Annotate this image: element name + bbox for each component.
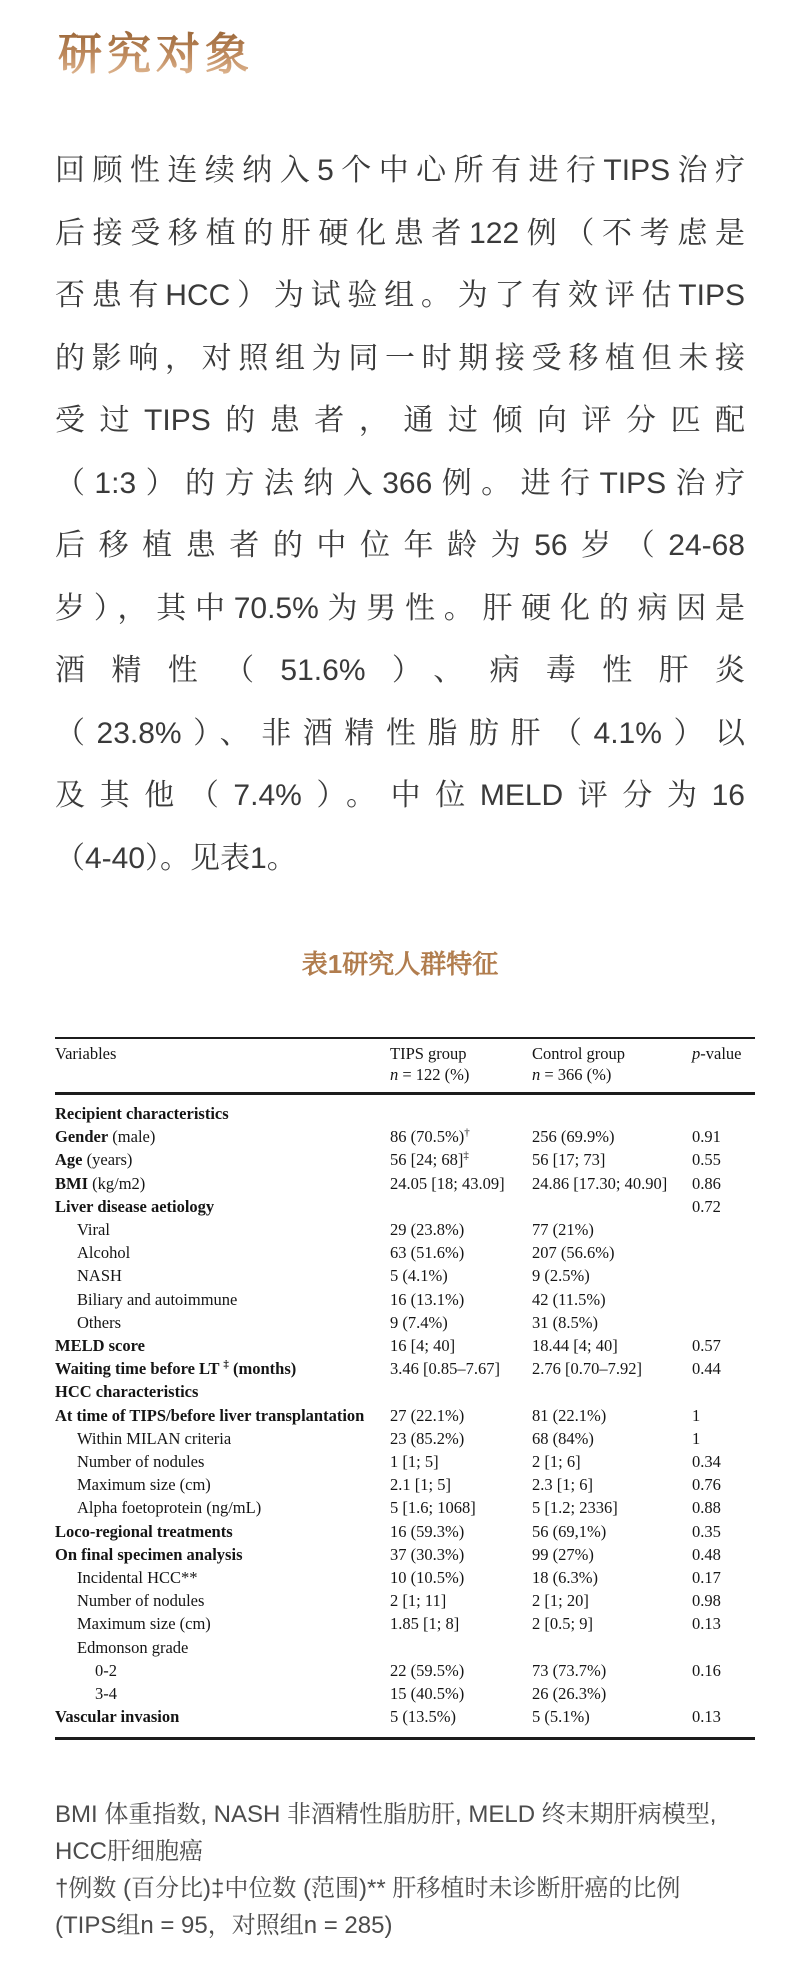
row-label: Maximum size (cm) [77,1475,211,1495]
paragraph-line: （23.8%）、非酒精性脂肪肝（4.1%）以 [55,716,745,750]
control-value [532,1636,692,1659]
table-row [55,1357,755,1380]
row-label: On final specimen analysis [55,1544,243,1564]
table-row [55,1334,755,1357]
table-body [55,1094,755,1739]
p-value: 0.16 [692,1660,721,1680]
p-value: 0.91 [692,1127,721,1147]
column-control-group: Control group n = 366 (%) [532,1038,692,1094]
table-row [55,1311,755,1334]
tips-value: 63 (51.6%) [390,1243,465,1263]
paragraph-line: 的影响，对照组为同一时期接受移植但未接 [55,341,745,375]
tips-value: 5 [1.6; 1068] [390,1498,476,1518]
table-header-row [55,1038,755,1094]
row-label: NASH [77,1266,122,1286]
table-row [55,1612,755,1635]
row-label: Liver disease aetiology [55,1196,215,1216]
p-value [692,1636,755,1659]
paragraph-line: 岁），其中70.5%为男性。肝硬化的病因是 [55,591,745,625]
paragraph-line: 受过TIPS的患者，通过倾向评分匹配 [55,404,745,437]
row-label: BMI (kg/m2) [55,1173,146,1193]
table-row [55,1636,755,1659]
paragraph-line: 后移植患者的中位年龄为56岁（24-68 [55,529,745,562]
table-row [55,1404,755,1427]
tips-value [390,1094,532,1126]
control-value: 2 [0.5; 9] [532,1614,593,1634]
row-label: Biliary and autoimmune [77,1289,238,1309]
tips-value: 5 (13.5%) [390,1707,456,1727]
p-value: 0.17 [692,1568,721,1588]
p-value: 0.88 [692,1498,721,1518]
p-value: 0.55 [692,1150,721,1170]
control-value [532,1094,692,1126]
paragraph-line: （4-40）。见表1。 [55,841,297,875]
p-value: 0.35 [692,1521,721,1541]
row-label: Within MILAN criteria [77,1428,232,1448]
column-tips-group: TIPS group n = 122 (%) [390,1038,532,1094]
control-value: 2 [1; 20] [532,1591,589,1611]
table-row [55,1543,755,1566]
tips-value: 16 (59.3%) [390,1521,465,1541]
tips-value [390,1636,532,1659]
control-value: 24.86 [17.30; 40.90] [532,1173,668,1193]
control-value: 5 (5.1%) [532,1707,590,1727]
p-value: 0.98 [692,1591,721,1611]
control-value: 31 (8.5%) [532,1312,598,1332]
control-value [532,1195,692,1218]
footnotes [55,1796,745,1944]
p-value: 0.13 [692,1707,721,1727]
table-row [55,1589,755,1612]
tips-value: 24.05 [18; 43.09] [390,1173,505,1193]
p-value: 1 [692,1405,701,1425]
table-row [55,1094,755,1126]
table-row [55,1241,755,1264]
paragraph-line: 否患有HCC）为试验组。为了有效评估TIPS [55,279,745,312]
tips-value [390,1380,532,1403]
row-label: At time of TIPS/before liver transplantation [55,1405,365,1425]
control-value: 56 [17; 73] [532,1150,606,1170]
row-label: Waiting time before LT ‡ (months) [55,1358,297,1379]
table-row [55,1450,755,1473]
row-label: Age (years) [55,1150,133,1170]
table-row [55,1380,755,1403]
table-row [55,1682,755,1705]
paragraph-line: 后接受移植的肝硬化患者122例（不考虑是 [55,216,745,250]
table-row [55,1125,755,1148]
row-label: Number of nodules [77,1591,205,1611]
row-label: Incidental HCC** [77,1568,198,1588]
p-value [692,1288,755,1311]
table-row [55,1427,755,1450]
p-value [692,1218,755,1241]
row-label: Loco-regional treatments [55,1521,233,1541]
table-row [55,1659,755,1682]
p-value: 0.57 [692,1336,721,1356]
row-label: Recipient characteristics [55,1104,229,1123]
tips-value: 15 (40.5%) [390,1684,465,1704]
tips-value: 29 (23.8%) [390,1220,465,1240]
p-value [692,1094,755,1126]
row-label: Maximum size (cm) [77,1614,211,1634]
tips-value: 27 (22.1%) [390,1405,465,1425]
control-value: 73 (73.7%) [532,1660,607,1680]
tips-value: 9 (7.4%) [390,1312,448,1332]
tips-value: 5 (4.1%) [390,1266,448,1286]
tips-value: 37 (30.3%) [390,1544,465,1564]
p-value [692,1264,755,1287]
control-value: 256 (69.9%) [532,1127,615,1147]
control-value: 42 (11.5%) [532,1289,606,1309]
column-variables: Variables [55,1038,390,1094]
table-row [55,1218,755,1241]
row-label: Alpha foetoprotein (ng/mL) [77,1498,262,1518]
row-label: Edmonson grade [77,1637,189,1657]
footnote-line: †例数 (百分比)‡中位数 (范围)** 肝移植时未诊断肝癌的比例 [55,1875,681,1903]
row-label: HCC characteristics [55,1382,199,1402]
p-value [692,1311,755,1334]
p-value: 0.13 [692,1614,721,1634]
p-value: 0.48 [692,1544,721,1564]
control-value: 68 (84%) [532,1428,594,1448]
column-p-value: p-value [692,1038,755,1094]
p-value: 0.44 [692,1359,721,1379]
tips-value: 2 [1; 11] [390,1591,447,1611]
control-value: 81 (22.1%) [532,1405,607,1425]
table-row [55,1148,755,1171]
footnote-line: HCC肝细胞癌 [55,1838,203,1866]
paragraph-line: 酒精性（51.6%）、病毒性肝炎 [55,654,745,687]
table-title: 表1研究人群特征 [301,949,499,979]
footnote-line: BMI 体重指数, NASH 非酒精性脂肪肝, MELD 终末期肝病模型, [55,1801,717,1829]
table-row [55,1566,755,1589]
control-value: 9 (2.5%) [532,1266,590,1286]
row-label: Vascular invasion [55,1707,180,1727]
p-value [692,1241,755,1264]
tips-value: 22 (59.5%) [390,1660,465,1680]
control-value: 77 (21%) [532,1220,594,1240]
row-label: Number of nodules [77,1452,205,1472]
tips-value: 1.85 [1; 8] [390,1614,460,1634]
p-value: 1 [692,1428,701,1448]
table-row [55,1520,755,1543]
control-value: 18.44 [4; 40] [532,1336,618,1356]
table-row [55,1288,755,1311]
control-value: 99 (27%) [532,1544,594,1564]
paragraph-line: 回顾性连续纳入5个中心所有进行TIPS治疗 [55,154,745,187]
row-label: MELD score [55,1336,145,1356]
control-value: 26 (26.3%) [532,1684,607,1704]
p-value: 0.76 [692,1475,721,1495]
control-value: 207 (56.6%) [532,1243,615,1263]
tips-value: 56 [24; 68]‡ [390,1149,469,1170]
tips-value [390,1195,532,1218]
control-value: 2.3 [1; 6] [532,1475,593,1495]
tips-value: 23 (85.2%) [390,1428,465,1448]
tips-value: 2.1 [1; 5] [390,1475,451,1495]
p-value: 0.72 [692,1196,721,1216]
row-label: 0-2 [95,1660,117,1680]
p-value [692,1380,755,1403]
control-value: 5 [1.2; 2336] [532,1498,618,1518]
paragraph-line: 及其他（7.4%）。中位MELD评分为16 [55,779,745,812]
table-row [55,1496,755,1519]
row-label: Viral [77,1220,110,1240]
p-value: 0.34 [692,1452,721,1472]
control-value: 2 [1; 6] [532,1452,581,1472]
row-label: Alcohol [77,1243,131,1263]
control-value: 18 (6.3%) [532,1568,598,1588]
table-row [55,1264,755,1287]
control-value: 2.76 [0.70–7.92] [532,1359,642,1379]
p-value [692,1682,755,1705]
table-header [55,1038,755,1094]
paragraph-line: （1:3）的方法纳入366例。进行TIPS治疗 [55,466,745,500]
tips-value: 3.46 [0.85–7.67] [390,1359,500,1379]
footnote-line: (TIPS组n = 95，对照组n = 285) [55,1912,393,1940]
control-value [532,1380,692,1403]
table-row [55,1172,755,1195]
tips-value: 10 (10.5%) [390,1568,465,1588]
row-label: Gender (male) [55,1127,156,1147]
tips-value: 16 (13.1%) [390,1289,465,1309]
characteristics-table [55,1037,755,1740]
control-value: 56 (69,1%) [532,1521,607,1541]
tips-value: 1 [1; 5] [390,1452,439,1472]
table-row [55,1473,755,1496]
section-title: 研究对象 [58,29,254,80]
tips-value: 16 [4; 40] [390,1336,456,1356]
tips-value: 86 (70.5%)† [390,1126,470,1147]
table-row [55,1195,755,1218]
p-value: 0.86 [692,1173,721,1193]
body-paragraph [55,140,745,890]
table-row [55,1705,755,1739]
row-label: Others [77,1312,121,1332]
row-label: 3-4 [95,1684,117,1704]
